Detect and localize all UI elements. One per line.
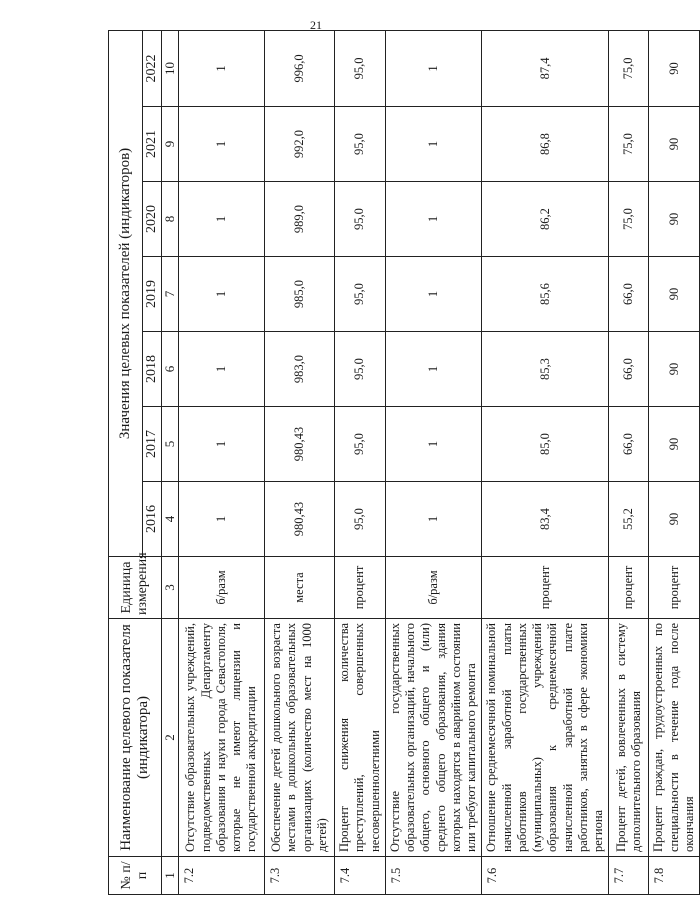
value-cell: 1 [385,30,482,106]
row-number: 7.2 [179,857,265,895]
indicator-name: Отсутствие государственных образовательных организаций, начального общего, основного общего и (или) среднего общего образования, здания которых находятся в аварийном состоянии или требуют капитального ремонта [385,619,482,857]
row-number: 7.7 [609,857,649,895]
indicator-name: Отсутствие образовательных учреждений, подведомственных Департаменту образования и науки города Севастополя, которые не имеют лицензии и государственной аккредитации [179,619,265,857]
value-cell: 983,0 [265,332,335,407]
value-cell: 85,6 [482,257,609,332]
value-cell: 90 [649,107,700,182]
value-cell: 996,0 [265,30,335,106]
value-cell: 1 [179,182,265,257]
value-cell: 90 [649,332,700,407]
indicators-table [108,30,700,895]
value-cell: 95,0 [335,107,386,182]
value-cell: 66,0 [609,332,649,407]
value-cell: 95,0 [335,182,386,257]
value-cell: 90 [649,482,700,557]
value-cell: 95,0 [335,407,386,482]
value-cell: 66,0 [609,407,649,482]
column-number: 1 [162,857,179,895]
column-number: 7 [162,257,179,332]
header-name: Наименование целевого показателя (индикатора) [109,619,162,857]
value-cell: 1 [179,332,265,407]
value-cell: 1 [179,30,265,106]
value-cell: 90 [649,30,700,106]
header-year: 2020 [143,182,162,257]
header-year: 2016 [143,482,162,557]
row-number: 7.3 [265,857,335,895]
header-values-group: Значения целевых показателей (индикаторов) [109,30,143,556]
indicator-name: Отношение среднемесячной номинальной начисленной заработной платы работников государственных (муниципальных) учреждений образования к среднемесячной начисленной заработной плате работников, занятых в сфере экономики региона [482,619,609,857]
table-row [265,30,335,894]
column-number: 5 [162,407,179,482]
table-row [649,30,700,894]
value-cell: 95,0 [335,332,386,407]
value-cell: 1 [179,257,265,332]
value-cell: 55,2 [609,482,649,557]
value-cell: 86,2 [482,182,609,257]
value-cell: 95,0 [335,482,386,557]
value-cell: 90 [649,182,700,257]
column-number: 4 [162,482,179,557]
row-number: 7.4 [335,857,386,895]
header-year: 2017 [143,407,162,482]
indicator-name: Процент детей, вовлеченных в систему дополнительного образования [609,619,649,857]
row-number: 7.6 [482,857,609,895]
column-number: 2 [162,619,179,857]
value-cell: 66,0 [609,257,649,332]
indicator-unit: процент [482,557,609,619]
value-cell: 992,0 [265,107,335,182]
value-cell: 1 [385,407,482,482]
value-cell: 1 [179,407,265,482]
column-number: 10 [162,30,179,106]
indicator-unit: процент [335,557,386,619]
page-number: 21 [310,18,322,32]
column-number: 6 [162,332,179,407]
row-number: 7.8 [649,857,700,895]
value-cell: 1 [385,482,482,557]
value-cell: 1 [179,482,265,557]
table-row [482,30,609,894]
indicator-name: Процент снижения количества преступлений, совершенных несовершеннолетними [335,619,386,857]
indicator-unit: процент [609,557,649,619]
value-cell: 1 [385,107,482,182]
header-no: № п/п [109,857,162,895]
value-cell: 90 [649,407,700,482]
value-cell: 75,0 [609,30,649,106]
value-cell: 95,0 [335,30,386,106]
header-unit: Единица измерения [109,557,162,619]
table-row [335,30,386,894]
indicator-unit: б/разм [385,557,482,619]
indicator-name: Процент граждан, трудоустроенных по специальности в течение года после окончания [649,619,700,857]
value-cell: 1 [385,257,482,332]
table-row [609,30,649,894]
column-number-row [162,30,179,894]
value-cell: 989,0 [265,182,335,257]
header-year: 2022 [143,30,162,106]
value-cell: 86,8 [482,107,609,182]
header-year: 2019 [143,257,162,332]
value-cell: 95,0 [335,257,386,332]
value-cell: 83,4 [482,482,609,557]
value-cell: 1 [385,182,482,257]
header-year: 2021 [143,107,162,182]
rotated-page-content [108,31,696,895]
value-cell: 75,0 [609,107,649,182]
value-cell: 980,43 [265,407,335,482]
indicator-unit: процент [649,557,700,619]
header-year: 2018 [143,332,162,407]
value-cell: 85,0 [482,407,609,482]
value-cell: 87,4 [482,30,609,106]
value-cell: 1 [179,107,265,182]
value-cell: 85,3 [482,332,609,407]
indicator-name: Обеспечение детей дошкольного возраста местами в дошкольных образовательных организациях (количество мест на 1000 детей) [265,619,335,857]
value-cell: 1 [385,332,482,407]
column-number: 9 [162,107,179,182]
value-cell: 980,43 [265,482,335,557]
value-cell: 985,0 [265,257,335,332]
indicator-unit: места [265,557,335,619]
indicator-unit: б/разм [179,557,265,619]
value-cell: 90 [649,257,700,332]
column-number: 8 [162,182,179,257]
row-number: 7.5 [385,857,482,895]
header-row-top [109,30,143,894]
column-number: 3 [162,557,179,619]
value-cell: 75,0 [609,182,649,257]
table-row [179,30,265,894]
table-row [385,30,482,894]
